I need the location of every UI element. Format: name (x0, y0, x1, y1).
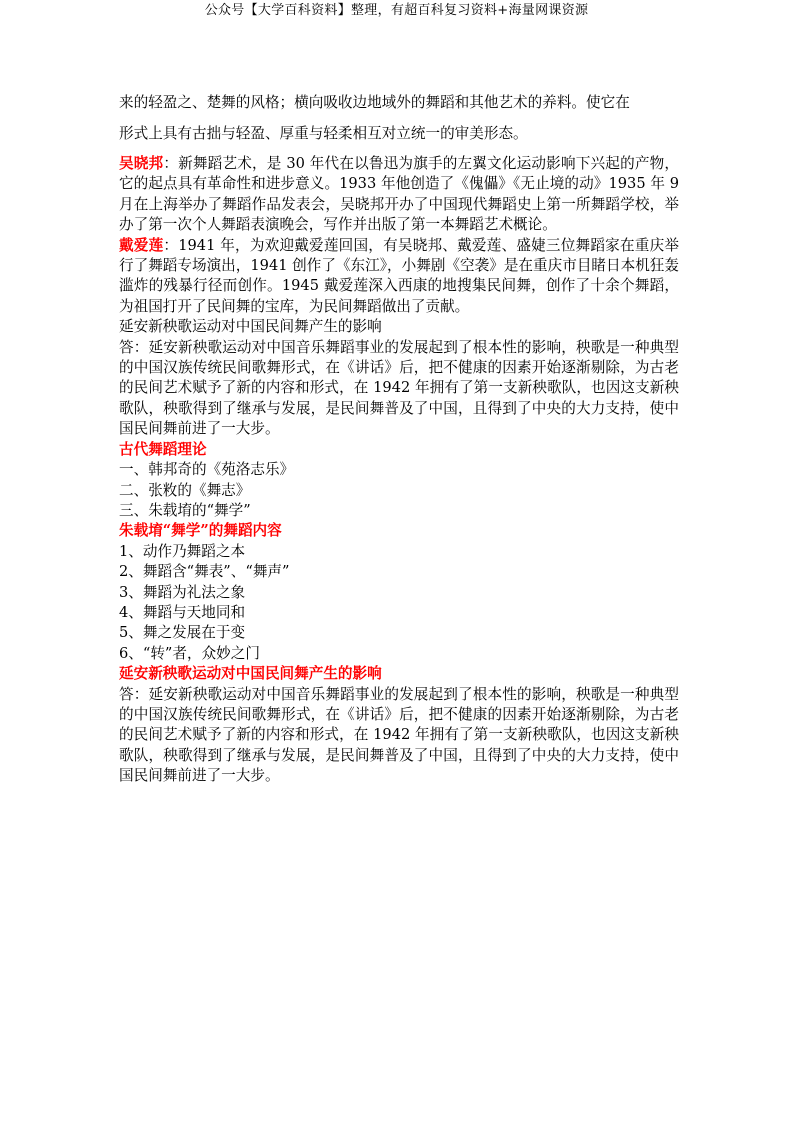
daiailian-name: 戴爱莲 (119, 236, 164, 254)
zhu-content-item: 6、“转”者，众妙之门 (119, 644, 260, 662)
wuxiaobang-paragraph (119, 154, 679, 236)
yanan-answer: 答：延安新秧歌运动对中国音乐舞蹈事业的发展起到了根本性的影响，秧歌是一种典型的中国汉族传统民间歌舞形式，在《讲话》后，把不健康的因素开始逐渐剔除，为古老的民间艺术赋予了新的内容和形式，在 1942 年拥有了第一支新秧歌队，也因这支新秧歌队，秧歌得到了继承与发展，是民间舞普及了中国，且得到了中央的大力支持，使中国民间舞前进了一大步。 (119, 338, 679, 438)
ancient-theory-item: 一、韩邦奇的《苑洛志乐》 (119, 461, 295, 479)
zhu-content-item: 1、动作乃舞蹈之本 (119, 542, 246, 560)
intro-line-1: 来的轻盈之、楚舞的风格；横向吸收边地域外的舞蹈和其他艺术的养料。使它在 (119, 94, 630, 111)
ancient-theory-item: 二、张敉的《舞志》 (119, 481, 251, 499)
daiailian-paragraph (119, 236, 679, 318)
ancient-theory-heading: 古代舞蹈理论 (119, 440, 207, 458)
zhu-content-item: 4、舞蹈与天地同和 (119, 603, 246, 621)
ancient-theory-item: 三、朱载堉的“舞学” (119, 501, 251, 519)
yanan-answer-2: 答：延安新秧歌运动对中国音乐舞蹈事业的发展起到了根本性的影响，秧歌是一种典型的中国汉族传统民间歌舞形式，在《讲话》后，把不健康的因素开始逐渐剔除，为古老的民间艺术赋予了新的内容和形式，在 1942 年拥有了第一支新秧歌队，也因这支新秧歌队，秧歌得到了继承与发展，是民间舞普及了中国，且得到了中央的大力支持，使中国民间舞前进了一大步。 (119, 685, 679, 785)
daiailian-text: ：1941 年，为欢迎戴爱莲回国，有吴晓邦、戴爱莲、盛婕三位舞蹈家在重庆举行了舞蹈专场演出，1941 创作了《东江》，小舞剧《空袭》是在重庆市目睹日本机狂轰滥炸的残暴行径而创作。1945 戴爱莲深入西康的地搜集民间舞，创作了十余个舞蹈，为祖国打开了民间舞的宝库，为民间舞蹈做出了贡献。 (119, 236, 679, 315)
intro-paragraph (119, 88, 679, 149)
intro-line-2: 形式上具有古拙与轻盈、厚重与轻柔相互对立统一的审美形态。 (119, 125, 528, 142)
yanan-heading: 延安新秧歌运动对中国民间舞产生的影响 (119, 665, 382, 683)
zhu-content-item: 3、舞蹈为礼法之象 (119, 583, 246, 601)
zhu-content-item: 2、舞蹈含“舞表”、“舞声” (119, 563, 290, 581)
zhu-content-item: 5、舞之发展在于变 (119, 624, 246, 642)
zhu-content-heading: 朱载堉“舞学”的舞蹈内容 (119, 522, 282, 540)
document-body (119, 88, 679, 787)
wuxiaobang-name: 吴晓邦 (119, 155, 164, 172)
wuxiaobang-text: ：新舞蹈艺术，是 30 年代在以鲁迅为旗手的左翼文化运动影响下兴起的产物，它的起点具有革命性和进步意义。1933 年他创造了《傀儡》《无止境的动》1935 年 9 月在上海举办了舞蹈作品发表会，吴晓邦开办了中国现代舞蹈史上第一所舞蹈学校，举办了第一次个人舞蹈表演晚会，写作并出版了第一本舞蹈艺术概论。 (119, 155, 679, 234)
page-header: 公众号【大学百科资料】整理，有超百科复习资料+海量网课资源 (204, 3, 589, 18)
main-sections (119, 154, 679, 787)
yanan-question: 延安新秧歌运动对中国民间舞产生的影响 (119, 318, 382, 336)
